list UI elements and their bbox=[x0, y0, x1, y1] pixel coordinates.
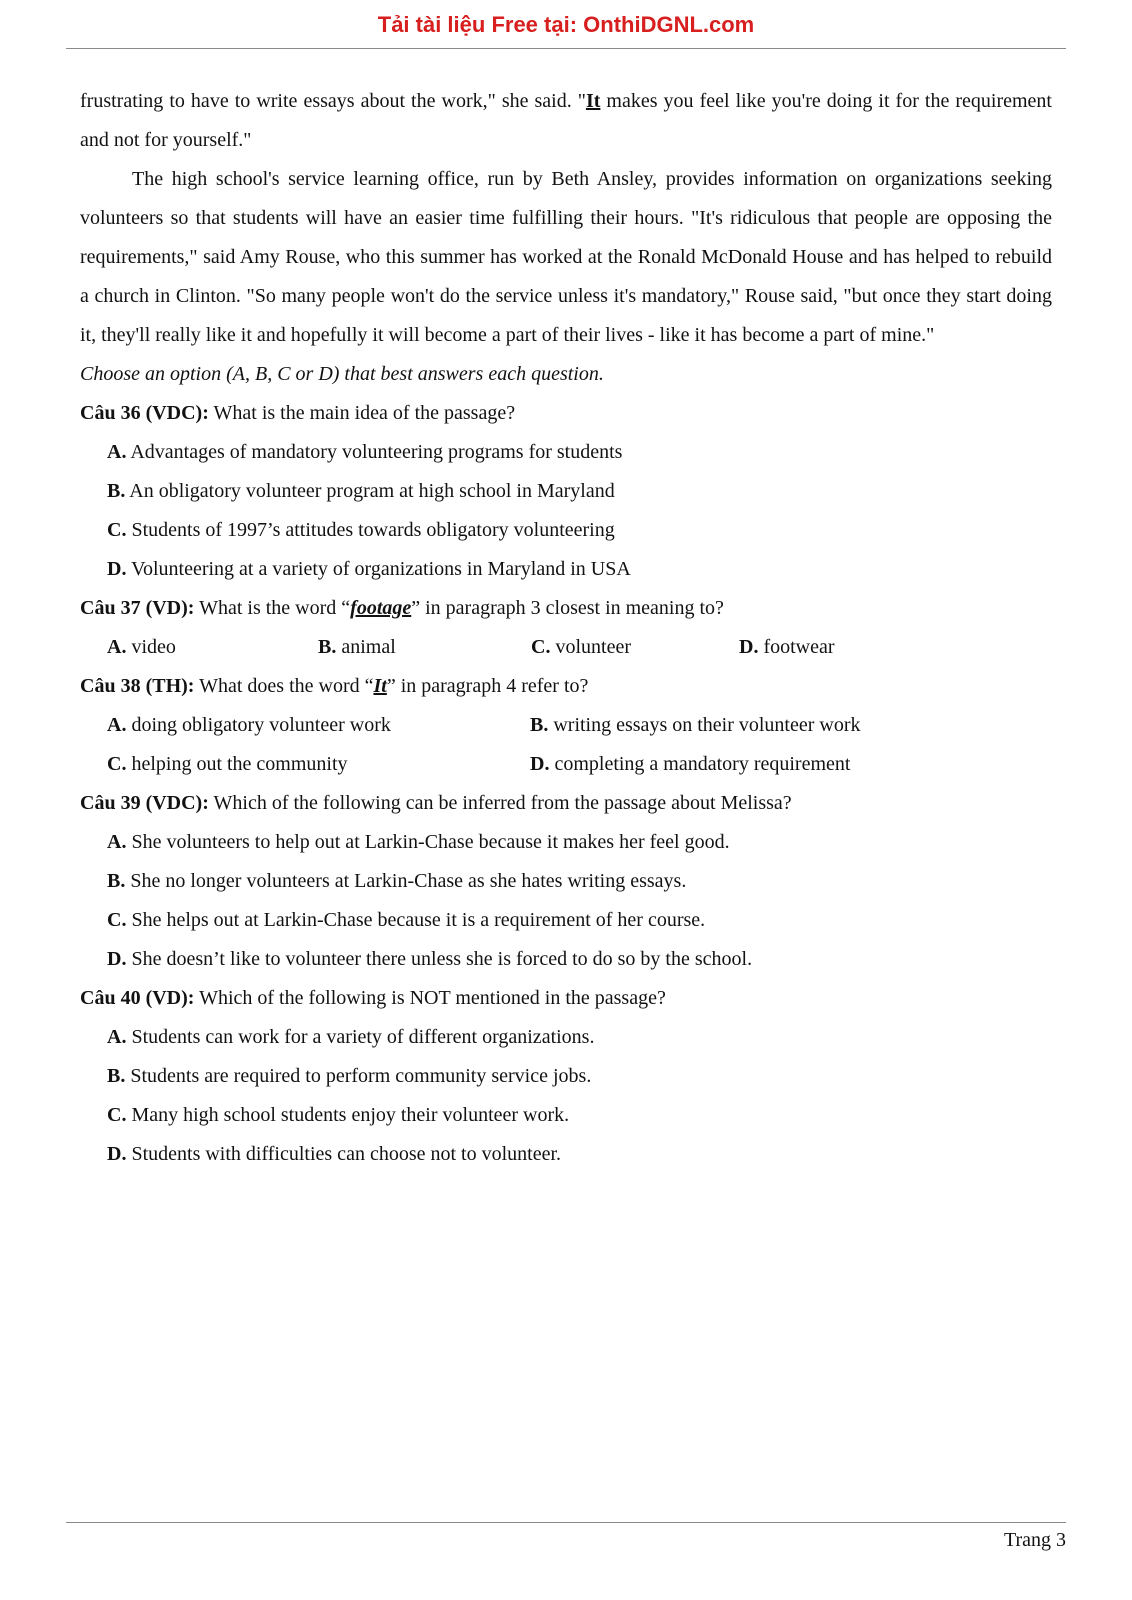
question-39-head bbox=[80, 784, 1052, 823]
passage-keyword-it: It bbox=[585, 90, 601, 112]
option-letter: B. bbox=[530, 714, 549, 736]
question-38-text-post: ” in paragraph 4 refer to? bbox=[386, 675, 589, 697]
option-letter: B. bbox=[107, 480, 126, 502]
question-39-option-b bbox=[80, 862, 1052, 901]
option-text: An obligatory volunteer program at high school in Maryland bbox=[129, 480, 615, 502]
option-text: footwear bbox=[763, 636, 835, 658]
question-39-option-a bbox=[80, 823, 1052, 862]
passage-paragraph-1 bbox=[80, 82, 1052, 160]
question-36-label: Câu 36 (VDC): bbox=[80, 402, 209, 424]
question-37-option-d bbox=[739, 628, 1052, 667]
question-39-text: Which of the following can be inferred from the passage about Melissa? bbox=[213, 792, 792, 814]
option-letter: C. bbox=[531, 636, 551, 658]
page-number: Trang 3 bbox=[1003, 1529, 1066, 1551]
option-letter: B. bbox=[107, 870, 126, 892]
option-text: She doesn’t like to volunteer there unless she is forced to do so by the school. bbox=[131, 948, 753, 970]
option-letter: A. bbox=[107, 636, 127, 658]
question-37-options bbox=[80, 628, 1052, 667]
question-36-option-a bbox=[80, 433, 1052, 472]
question-39 bbox=[80, 784, 1052, 979]
header-title: Tải tài liệu Free tại: OnthiDGNL.com bbox=[377, 12, 755, 37]
question-40-options bbox=[80, 1018, 1052, 1174]
option-letter: C. bbox=[107, 909, 127, 931]
question-36-option-d bbox=[80, 550, 1052, 589]
passage-paragraph-1-post: makes you feel like you're doing it for the requirement and not for yourself." bbox=[80, 90, 1052, 151]
option-text: Students are required to perform community service jobs. bbox=[130, 1065, 592, 1087]
option-letter: D. bbox=[107, 948, 127, 970]
option-text: Many high school students enjoy their volunteer work. bbox=[131, 1104, 570, 1126]
question-39-option-d bbox=[80, 940, 1052, 979]
option-letter: B. bbox=[107, 1065, 126, 1087]
option-letter: A. bbox=[107, 441, 127, 463]
question-38-keyword: It bbox=[373, 675, 387, 697]
option-text: doing obligatory volunteer work bbox=[131, 714, 391, 736]
question-38-option-b bbox=[530, 706, 1052, 745]
question-40-label: Câu 40 (VD): bbox=[80, 987, 195, 1009]
question-40-text: Which of the following is NOT mentioned in the passage? bbox=[199, 987, 666, 1009]
question-39-option-c bbox=[80, 901, 1052, 940]
option-text: writing essays on their volunteer work bbox=[553, 714, 861, 736]
question-36-options bbox=[80, 433, 1052, 589]
question-36-option-c bbox=[80, 511, 1052, 550]
option-text: Students with difficulties can choose not to volunteer. bbox=[131, 1143, 562, 1165]
option-text: Students can work for a variety of different organizations. bbox=[131, 1026, 595, 1048]
question-37 bbox=[80, 589, 1052, 667]
question-40-option-d bbox=[80, 1135, 1052, 1174]
option-text: She no longer volunteers at Larkin-Chase as she hates writing essays. bbox=[130, 870, 687, 892]
passage-paragraph-1-pre: frustrating to have to write essays about the work," she said. " bbox=[80, 90, 586, 112]
option-text: animal bbox=[341, 636, 396, 658]
question-36-option-b bbox=[80, 472, 1052, 511]
question-40-option-a bbox=[80, 1018, 1052, 1057]
option-letter: D. bbox=[739, 636, 759, 658]
question-36-head bbox=[80, 394, 1052, 433]
question-38-head bbox=[80, 667, 1052, 706]
option-text: video bbox=[131, 636, 176, 658]
option-letter: D. bbox=[107, 1143, 127, 1165]
question-37-option-b bbox=[318, 628, 531, 667]
question-37-head bbox=[80, 589, 1052, 628]
question-37-option-c bbox=[531, 628, 739, 667]
question-40-option-b bbox=[80, 1057, 1052, 1096]
option-text: Students of 1997’s attitudes towards obligatory volunteering bbox=[131, 519, 615, 541]
option-text: Volunteering at a variety of organizations in Maryland in USA bbox=[131, 558, 631, 580]
question-37-option-a bbox=[107, 628, 318, 667]
page-content bbox=[66, 49, 1066, 1174]
question-36 bbox=[80, 394, 1052, 589]
question-37-text-pre: What is the word “ bbox=[199, 597, 351, 619]
option-letter: C. bbox=[107, 1104, 127, 1126]
option-text: volunteer bbox=[555, 636, 631, 658]
question-36-text: What is the main idea of the passage? bbox=[213, 402, 516, 424]
question-37-text-post: ” in paragraph 3 closest in meaning to? bbox=[411, 597, 724, 619]
question-37-label: Câu 37 (VD): bbox=[80, 597, 195, 619]
question-38-option-d bbox=[530, 745, 1052, 784]
option-text: She helps out at Larkin-Chase because it is a requirement of her course. bbox=[131, 909, 706, 931]
question-39-options bbox=[80, 823, 1052, 979]
question-37-keyword: footage bbox=[350, 597, 412, 619]
option-text: She volunteers to help out at Larkin-Chase because it makes her feel good. bbox=[131, 831, 730, 853]
option-letter: C. bbox=[107, 519, 127, 541]
option-letter: D. bbox=[530, 753, 550, 775]
question-38 bbox=[80, 667, 1052, 784]
question-40 bbox=[80, 979, 1052, 1174]
passage-paragraph-2: The high school's service learning office, run by Beth Ansley, provides information on organizations seeking volunteers so that students will have an easier time fulfilling their hours. "It's ridiculous that people are opposing the requirements," said Amy Rouse, who this summer has worked at the Ronald McDonald House and has helped to rebuild a church in Clinton. "So many people won't do the service unless it's mandatory," Rouse said, "but once they start doing it, they'll really like it and hopefully it will become a part of their lives - like it has become a part of mine." bbox=[80, 168, 1052, 346]
question-38-label: Câu 38 (TH): bbox=[80, 675, 195, 697]
instruction-line: Choose an option (A, B, C or D) that best answers each question. bbox=[80, 363, 604, 385]
option-text: helping out the community bbox=[131, 753, 348, 775]
page-header bbox=[66, 8, 1066, 49]
option-letter: A. bbox=[107, 831, 127, 853]
option-letter: D. bbox=[107, 558, 127, 580]
option-letter: C. bbox=[107, 753, 127, 775]
option-letter: A. bbox=[107, 1026, 127, 1048]
page-footer bbox=[66, 1522, 1066, 1552]
question-38-option-c bbox=[107, 745, 530, 784]
option-letter: A. bbox=[107, 714, 127, 736]
question-40-head bbox=[80, 979, 1052, 1018]
question-38-option-a bbox=[107, 706, 530, 745]
question-40-option-c bbox=[80, 1096, 1052, 1135]
question-39-label: Câu 39 (VDC): bbox=[80, 792, 209, 814]
option-text: completing a mandatory requirement bbox=[554, 753, 851, 775]
option-text: Advantages of mandatory volunteering programs for students bbox=[130, 441, 623, 463]
option-letter: B. bbox=[318, 636, 337, 658]
question-38-text-pre: What does the word “ bbox=[199, 675, 374, 697]
question-38-options bbox=[80, 706, 1052, 784]
